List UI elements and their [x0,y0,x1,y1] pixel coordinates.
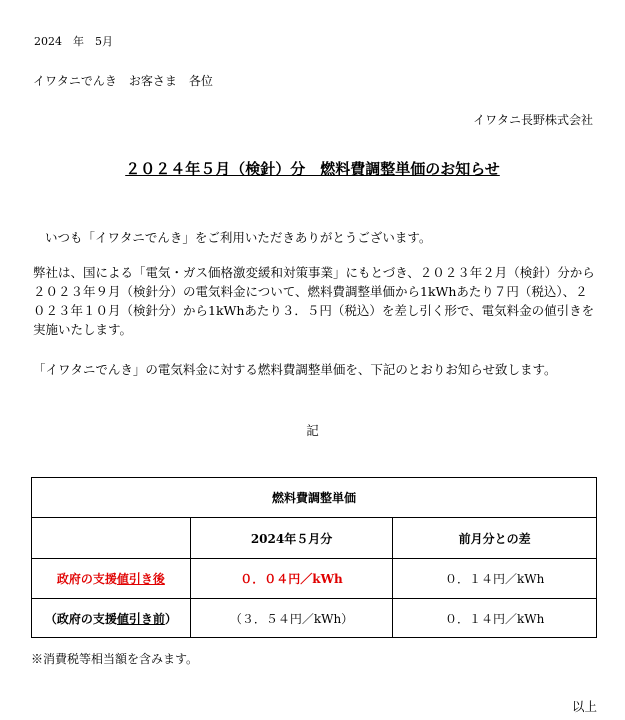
announcement-paragraph: 「イワタニでんき」の電気料金に対する燃料費調整単価を、下記のとおりお知らせ致します。 [33,362,557,377]
notice-date: 2024 年 5月 [34,35,113,48]
table-row-before-discount [32,599,597,638]
current-rate-after-discount: ０．０４円／kWh [190,559,393,599]
greeting-paragraph: いつも「イワタニでんき」をご利用いただきありがとうございます。 [45,230,432,245]
current-rate-before-discount: （３．５４円／kWh） [190,599,393,638]
page-title: ２０２４年５月（検針）分 燃料費調整単価のお知らせ [125,160,500,178]
row-label-after-prefix: 政府の支援 [56,572,117,586]
table-column-headers [32,518,597,559]
row-label-before-close: ） [164,611,177,626]
issuer-company: イワタニ長野株式会社 [473,113,593,127]
row-label-before-underlined: 値引き前 [116,611,165,626]
column-header-current: 2024年５月分 [190,518,393,559]
addressee: イワタニでんき お客さま 各位 [33,74,213,88]
table-header-row [32,478,597,518]
empty-header-cell [32,518,191,559]
row-label-before-discount [32,599,191,638]
ki-mark: 記 [306,423,319,438]
table-header: 燃料費調整単価 [32,478,597,518]
row-label-after-underlined: 値引き後 [116,572,165,586]
fuel-adjustment-rate-table [31,477,597,638]
tax-note: ※消費税等相当額を含みます。 [31,652,199,666]
discount-explanation-paragraph: 弊社は、国による「電気・ガス価格激変緩和対策事業」にもとづき、２０２３年２月（検針）分から２０２３年９月（検針分）の電気料金について、燃料費調整単価から1kWhあたり７円（税込）、２０２３年１０月（検針分）から1kWhあたり３．５円（税込）を差し引く形で、電気料金の値引きを実施いたします。 [33,265,595,337]
table-row-after-discount [32,559,597,599]
column-header-diff: 前月分との差 [393,518,597,559]
diff-rate-before-discount: ０．１４円／kWh [393,599,597,638]
row-label-before-open: （政府の支援 [44,611,117,626]
diff-rate-after-discount: ０．１４円／kWh [393,559,597,599]
closing-mark: 以上 [571,699,597,714]
row-label-after-discount [32,559,191,599]
